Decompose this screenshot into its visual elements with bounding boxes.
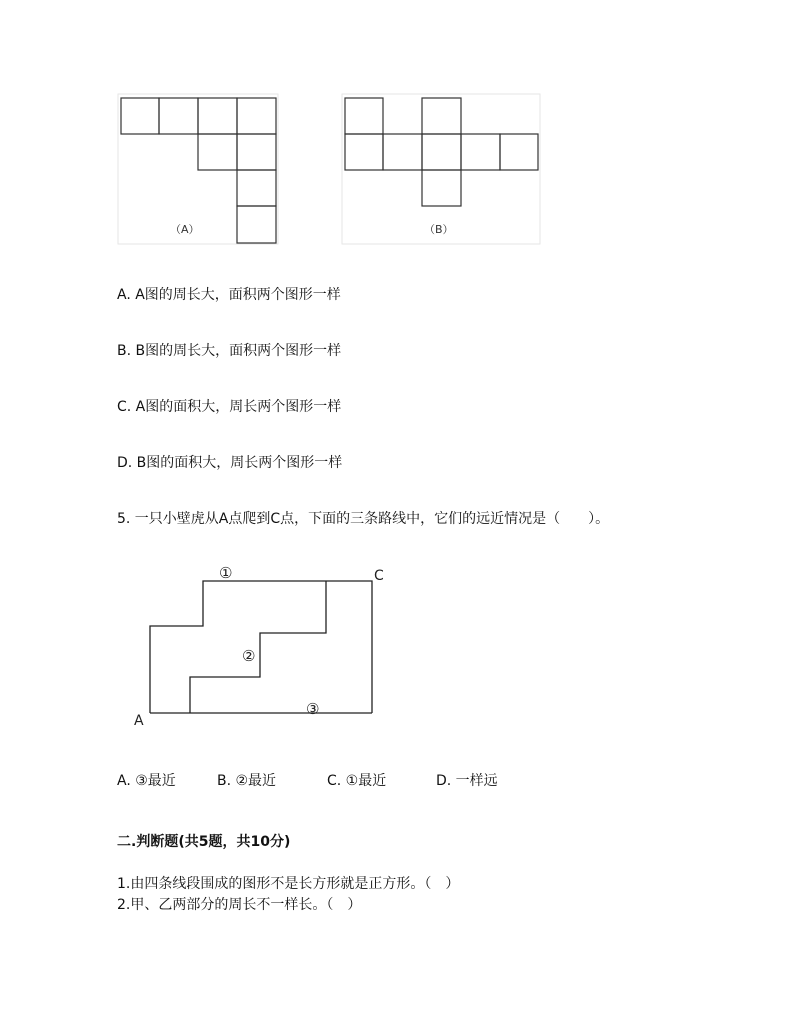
point-c-label: C <box>374 568 384 584</box>
net-a-square <box>121 98 159 134</box>
net-a-square <box>198 134 237 170</box>
net-a-label: （A） <box>170 223 200 236</box>
figure-frame-b <box>342 94 540 244</box>
q4-option-b: B. B图的周长大，面积两个图形一样 <box>117 343 342 359</box>
route-1-label: ① <box>219 564 233 582</box>
q5-option-b: B. ②最近 <box>217 773 277 789</box>
section2-item-2: 2.甲、乙两部分的周长不一样长。（ ） <box>117 897 362 913</box>
net-b-square <box>422 170 461 206</box>
q5-question: 5. 一只小壁虎从A点爬到C点，下面的三条路线中，它们的远近情况是（ ）。 <box>117 511 610 527</box>
net-a <box>121 98 276 243</box>
q5-option-d: D. 一样远 <box>436 773 498 789</box>
net-a-square <box>237 206 276 243</box>
route-3-label: ③ <box>306 700 320 718</box>
net-b-square <box>422 134 461 170</box>
q4-option-d: D. B图的面积大，周长两个图形一样 <box>117 455 343 471</box>
net-b-square <box>422 98 461 134</box>
net-b <box>345 98 538 206</box>
net-b-square <box>345 134 383 170</box>
point-a-label: A <box>134 713 144 729</box>
route-2-path <box>190 581 326 713</box>
route-1-path <box>150 581 372 713</box>
net-a-square <box>159 98 198 134</box>
q5-option-a: A. ③最近 <box>117 773 176 789</box>
section2-heading: 二.判断题(共5题，共10分) <box>117 834 291 850</box>
route-2-label: ② <box>242 647 256 665</box>
net-b-square <box>500 134 538 170</box>
net-b-label: （B） <box>424 223 454 236</box>
net-a-square <box>237 170 276 206</box>
q4-option-c: C. A图的面积大，周长两个图形一样 <box>117 399 342 415</box>
net-b-square <box>461 134 500 170</box>
net-a-square <box>198 98 237 134</box>
net-b-square <box>345 98 383 134</box>
routes-figure <box>0 550 794 740</box>
nets-figure <box>0 0 794 260</box>
routes-lines <box>150 581 372 713</box>
q4-option-a: A. A图的周长大，面积两个图形一样 <box>117 287 341 303</box>
net-a-square <box>237 134 276 170</box>
q5-option-c: C. ①最近 <box>327 773 387 789</box>
net-b-square <box>383 134 422 170</box>
section2-item-1: 1.由四条线段围成的图形不是长方形就是正方形。（ ） <box>117 876 460 892</box>
net-a-square <box>237 98 276 134</box>
